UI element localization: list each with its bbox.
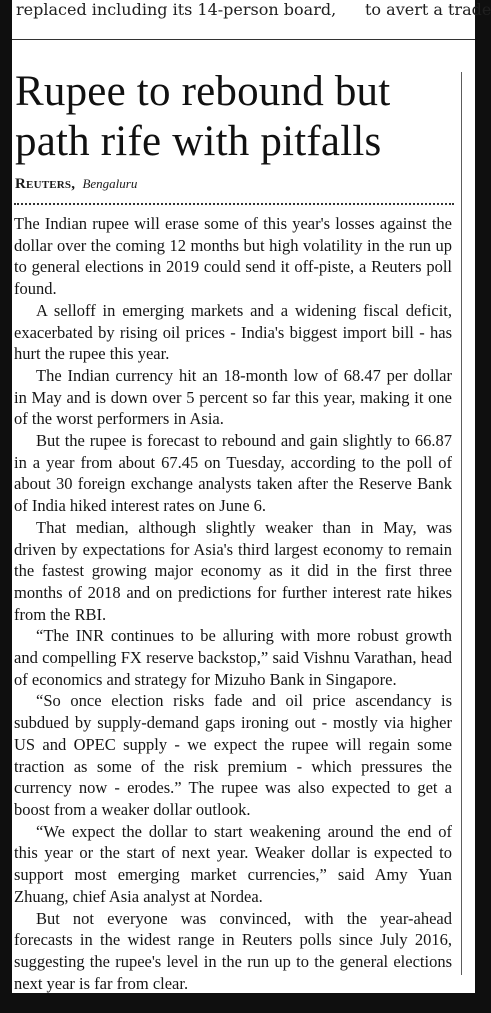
article-paragraph: “The INR continues to be alluring with more robust growth and compelling FX reserve backstop,” said Vishnu Varathan, head of economics and strategy for Mizuho Bank in Singapore.: [14, 626, 452, 689]
article-paragraph: But not everyone was convinced, with the year-ahead forecasts in the widest range in Reuters polls since July 2016, suggesting the rupee's level in the run up to the general elections next year is far from clear.: [14, 908, 452, 993]
article-paragraph: But the rupee is forecast to rebound and gain slightly to 66.87 in a year from about 67.45 on Tuesday, according to the poll of about 30 foreign exchange analysts taken after the Reserve Bank of India hiked interest rates on June 6.: [14, 431, 452, 516]
article-paragraph: The Indian rupee will erase some of this year's losses against the dollar over the coming 12 months but high volatility in the run up to general elections in 2019 could send it off-piste, a Reuters poll found.: [14, 214, 452, 299]
article-paragraph: The Indian currency hit an 18-month low of 68.47 per dollar in May and is down over 5 percent so far this year, making it one of the worst performers in Asia.: [14, 365, 452, 429]
byline-agency: Reuters,: [15, 176, 76, 192]
byline: [15, 176, 455, 192]
previous-article-left-fragment: replaced including its 14-person board,: [16, 0, 337, 19]
article-paragraph: A selloff in emerging markets and a widening fiscal deficit, exacerbated by rising oil prices - India's biggest import bill - has hurt the rupee this year.: [14, 300, 452, 364]
byline-dateline: Bengaluru: [82, 176, 138, 191]
article-paragraph: “So once election risks fade and oil price ascendancy is subdued by supply-demand gaps ironing out - mostly via higher US and OPEC supply - we expect the rupee will regain some traction as some of the risk premium - which pressures the currency now - erodes.” The rupee was also expected to get a boost from a weaker dollar outlook.: [14, 691, 452, 819]
byline-divider: [14, 203, 454, 205]
article-paragraph: “We expect the dollar to start weakening around the end of this year or the start of next year. Weaker dollar is expected to support most emerging market currencies,” said Amy Yuan Zhuang, chief Asia analyst at Nordea.: [14, 821, 452, 906]
previous-article-right-fragment: to avert a trade: [365, 0, 491, 19]
newspaper-page: [12, 0, 491, 993]
article-paragraph: That median, although slightly weaker than in May, was driven by expectations for Asia's third largest economy to remain the fastest growing major economy as it did in the first three months of 2018 and on predictions for further interest rate hikes from the RBI.: [14, 517, 452, 624]
column-divider: [461, 72, 462, 975]
section-divider: [12, 39, 475, 40]
article-body: [14, 213, 452, 994]
article-headline: Rupee to rebound but path rife with pitfalls: [15, 68, 391, 165]
previous-article-strip: [12, 0, 491, 22]
